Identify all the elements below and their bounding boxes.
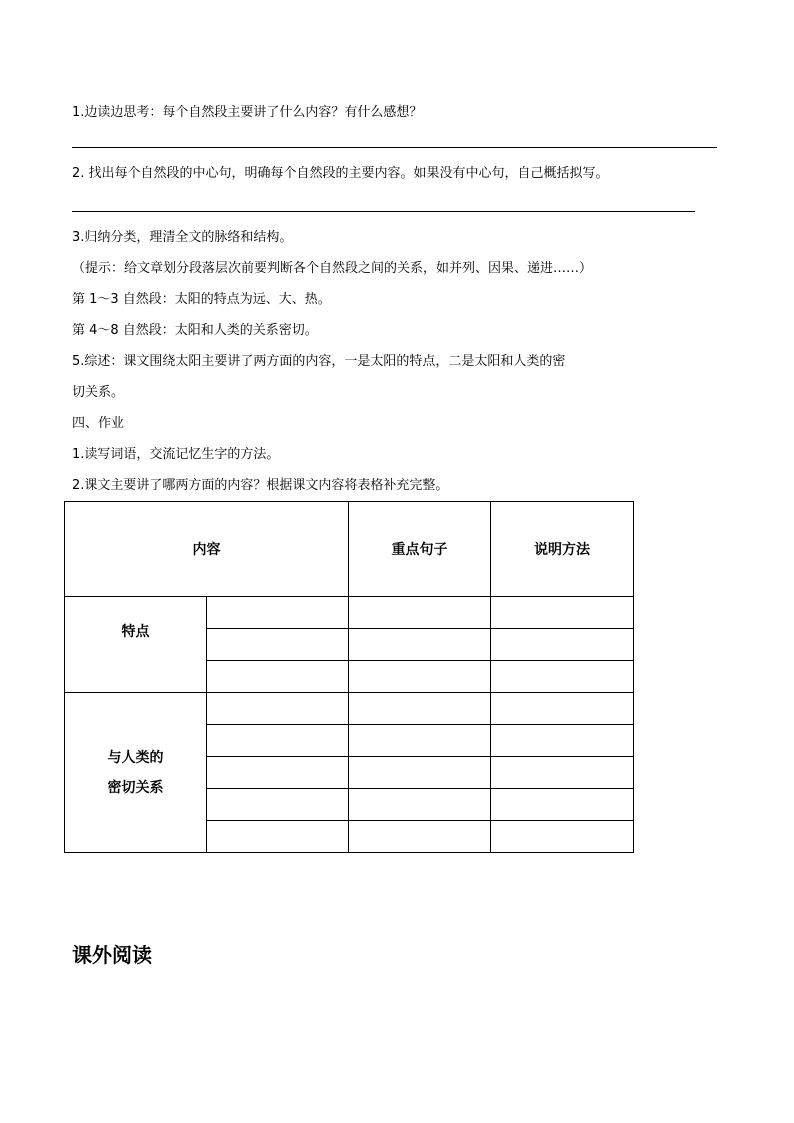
row-group-characteristics	[65, 597, 207, 693]
header-key-sentence: 重点句子	[349, 502, 491, 597]
summary-line-1: 5.综述：课文围绕太阳主要讲了两方面的内容，一是太阳的特点，二是太阳和人类的密	[72, 354, 566, 369]
table-cell[interactable]	[491, 821, 634, 853]
homework-1: 1.读写词语，交流记忆生字的方法。	[72, 447, 280, 462]
table-cell[interactable]	[491, 693, 634, 725]
fill-in-table	[64, 501, 634, 853]
row-group-human-relation	[65, 693, 207, 853]
answer-line-2[interactable]	[72, 211, 695, 212]
question-1: 1.边读边思考：每个自然段主要讲了什么内容？有什么感想？	[72, 105, 423, 120]
table-cell[interactable]	[349, 629, 491, 661]
hint-text: （提示：给文章划分段落层次前要判断各个自然段之间的关系，如并列、因果、递进……）	[72, 261, 593, 276]
table-cell[interactable]	[349, 693, 491, 725]
paragraph-1-3-summary: 第 1～3 自然段：太阳的特点为远、大、热。	[72, 292, 331, 307]
table-cell[interactable]	[491, 757, 634, 789]
table-cell[interactable]	[207, 725, 349, 757]
table-cell[interactable]	[349, 789, 491, 821]
question-2: 2. 找出每个自然段的中心句，明确每个自然段的主要内容。如果没有中心句，自己概括拟写。	[72, 166, 609, 181]
table-cell[interactable]	[207, 757, 349, 789]
section-homework-title: 四、作业	[72, 416, 125, 431]
table-cell[interactable]	[491, 789, 634, 821]
table-cell[interactable]	[207, 789, 349, 821]
table-cell[interactable]	[207, 693, 349, 725]
header-method: 说明方法	[491, 502, 634, 597]
table-cell[interactable]	[207, 597, 349, 629]
table-cell[interactable]	[349, 725, 491, 757]
human-relation-label-2: 密切关系	[107, 779, 164, 796]
paragraph-4-8-summary: 第 4～8 自然段：太阳和人类的关系密切。	[72, 323, 318, 338]
table-cell[interactable]	[207, 821, 349, 853]
summary-line-2: 切关系。	[72, 385, 125, 400]
characteristics-label: 特点	[121, 624, 150, 640]
table-cell[interactable]	[491, 725, 634, 757]
human-relation-label-1: 与人类的	[107, 749, 164, 766]
table-cell[interactable]	[349, 821, 491, 853]
table-cell[interactable]	[207, 629, 349, 661]
question-3: 3.归纳分类，理清全文的脉络和结构。	[72, 230, 293, 245]
header-content: 内容	[65, 502, 349, 597]
table-cell[interactable]	[207, 661, 349, 693]
homework-2: 2.课文主要讲了哪两方面的内容？根据课文内容将表格补充完整。	[72, 478, 449, 493]
answer-line-1[interactable]	[72, 147, 717, 148]
table-cell[interactable]	[491, 661, 634, 693]
table-cell[interactable]	[349, 661, 491, 693]
table-cell[interactable]	[349, 757, 491, 789]
table-cell[interactable]	[491, 597, 634, 629]
table-cell[interactable]	[491, 629, 634, 661]
section-title: 课外阅读	[72, 943, 152, 967]
table-cell[interactable]	[349, 597, 491, 629]
